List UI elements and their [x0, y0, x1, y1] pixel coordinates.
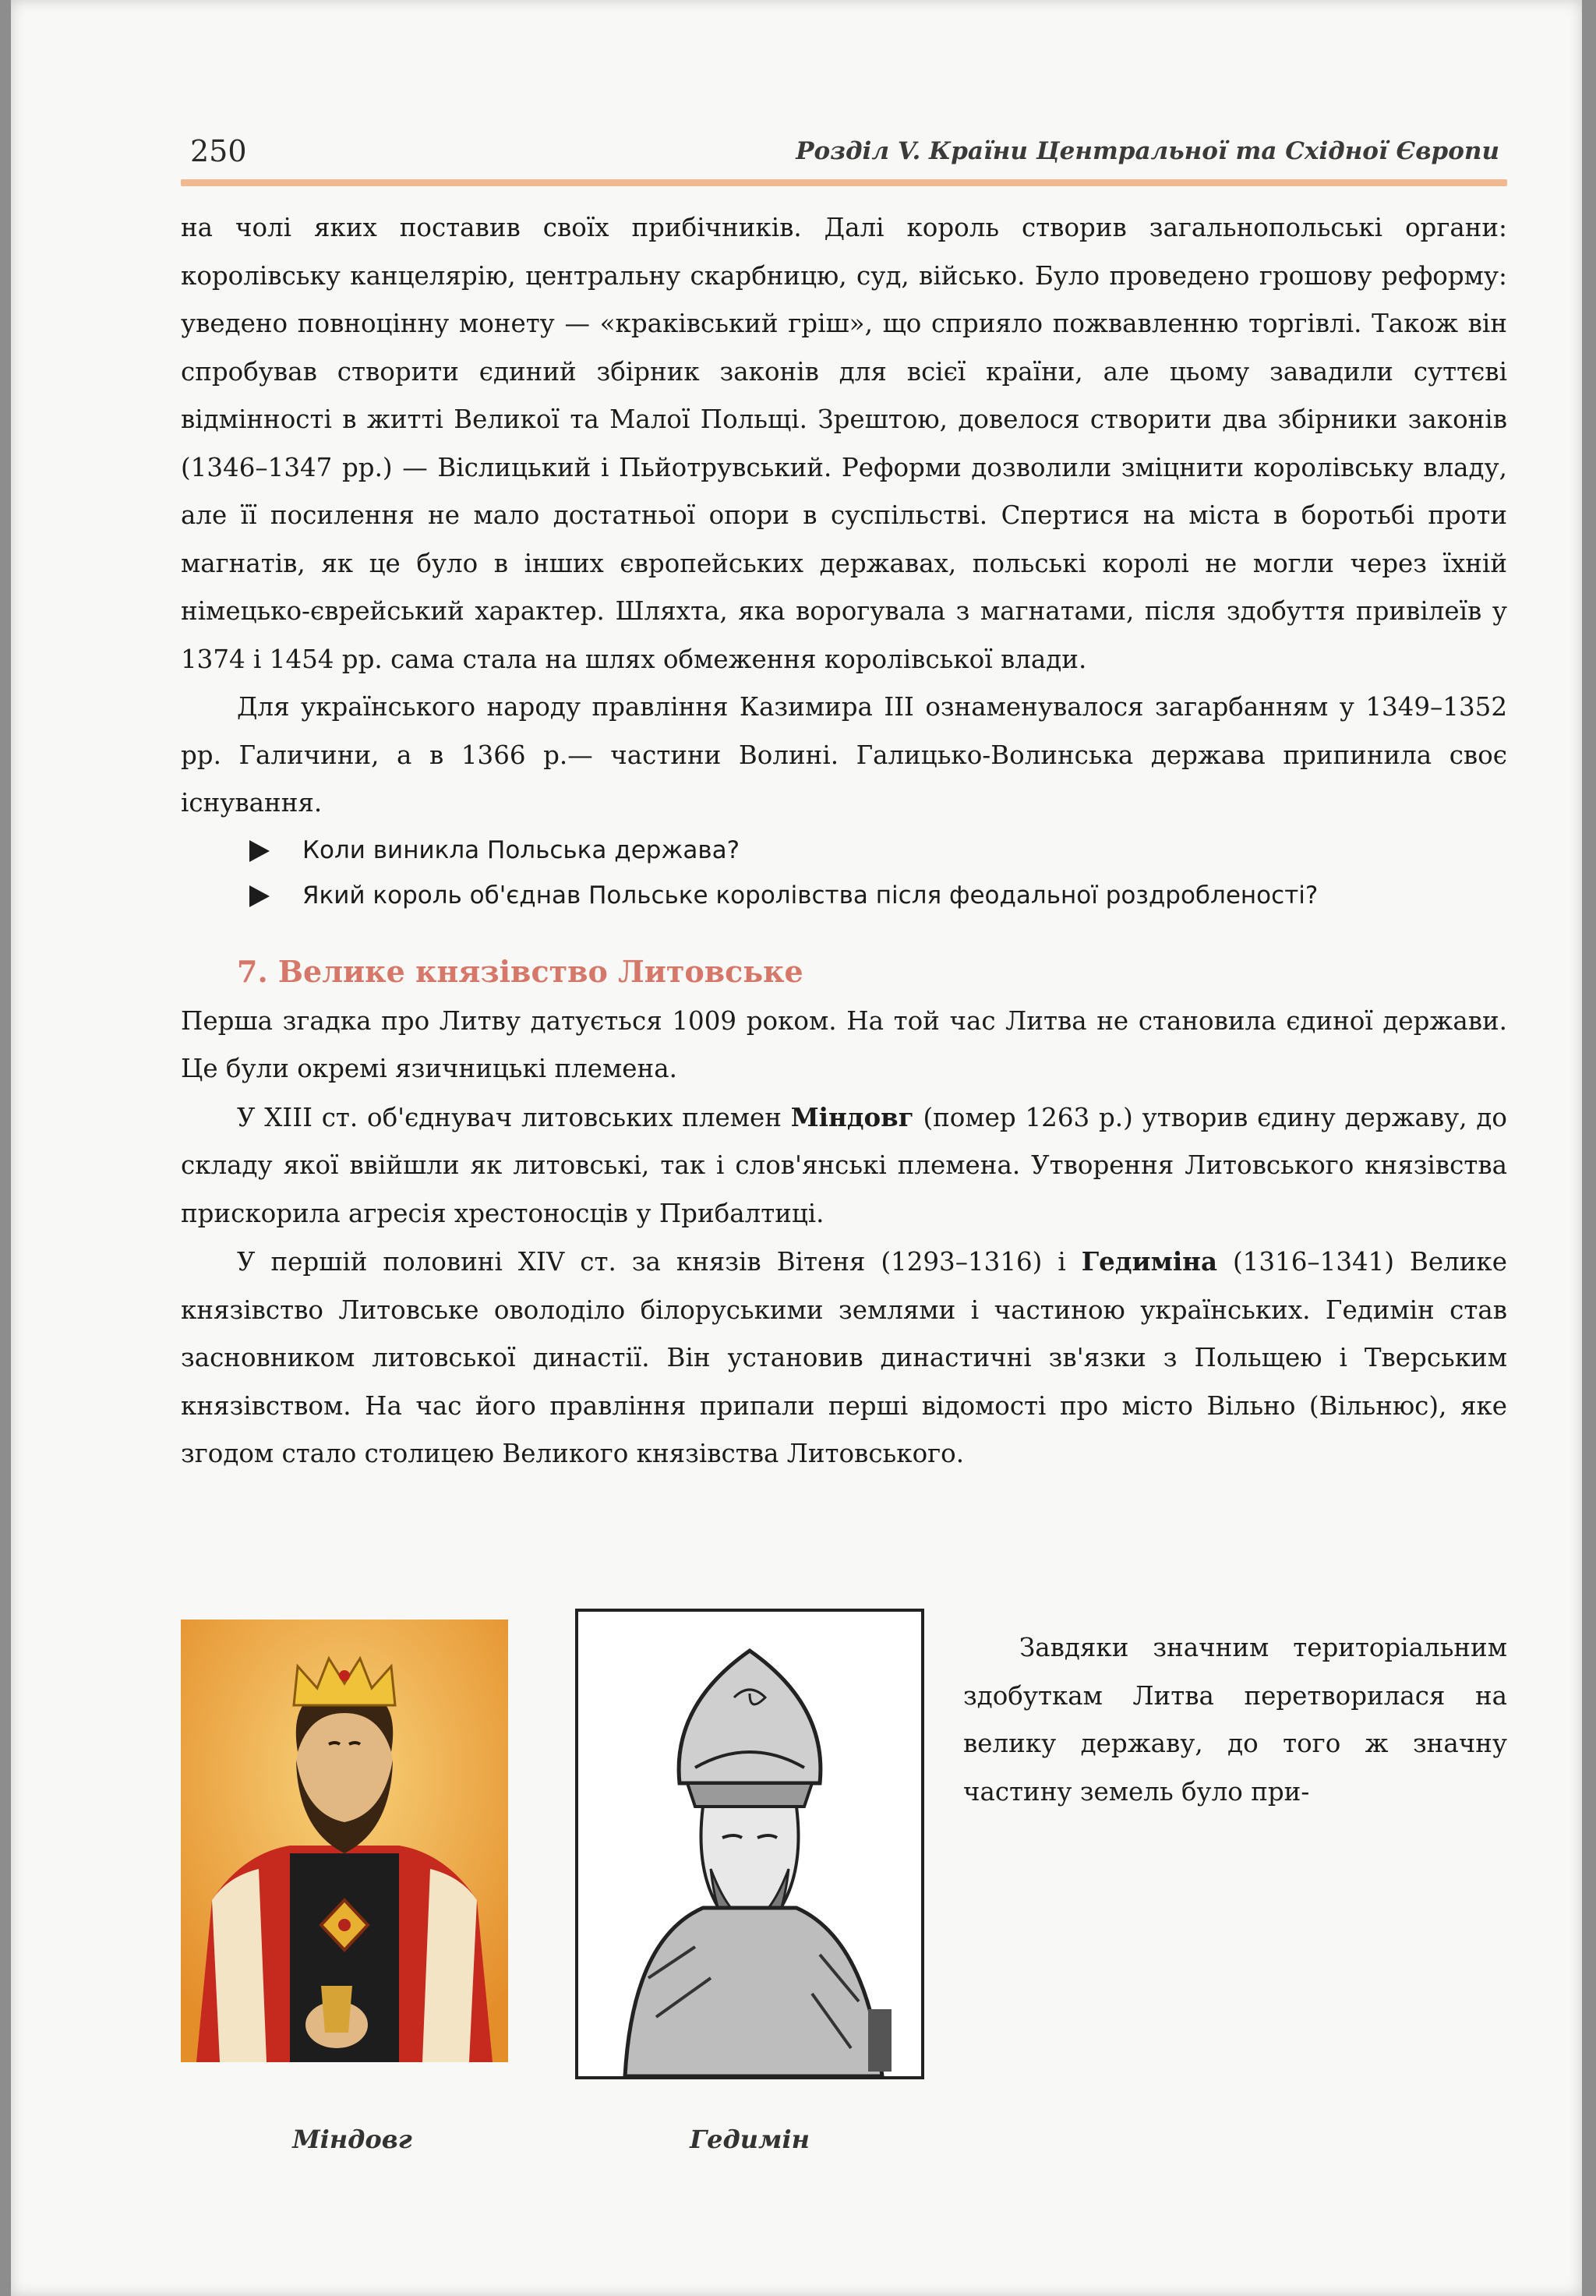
- triangle-bullet-icon: [249, 885, 270, 907]
- paragraph: Перша згадка про Литву датується 1009 роком. На той час Литва не становила єдиної держави. Це були окремі язичницькі племена.: [181, 1005, 1507, 1083]
- text-run: У першій половині XIV ст. за князів Вітеня (1293–1316) і: [237, 1247, 1082, 1277]
- section-heading: 7. Велике князівство Литовське: [237, 953, 803, 989]
- name-mindovg: Міндовг: [790, 1101, 914, 1132]
- paragraph: [181, 1238, 1507, 1478]
- page-number: 250: [190, 134, 247, 168]
- text-run: У XIII ст. об'єднувач литовських племен: [237, 1102, 791, 1132]
- figure-text-block: [181, 1238, 1507, 1478]
- paragraph: Для українського народу правління Казимира III ознаменувалося загарбанням у 1349–1352 рр. Галичини, а в 1366 р.— частини Волині. Галицько-Волинська держава припинила своє існування.: [181, 692, 1507, 818]
- paragraph: на чолі яких поставив своїх прибічників. Далі король створив загальнопольські органи: королівську канцелярію, центральну скарбницю, суд, військо. Було проведено грошову реформу: уведено повноцінну монету — «краківський гріш», що сприяло пожвавленню торгівлі. Також він спробував створити єдиний збірник законів для всієї країни, але цьому завадили суттєві відмінності в житті Великої та Малої Польщі. Зрештою, довелося створити два збірники законів (1346–1347 рр.) — Віслицький і Пьйотрувський. Реформи дозволили зміцнити королівську владу, але її посилення не мало достатньої опори в суспільстві. Спертися на міста в боротьбі проти магнатів, як це було в інших європейських державах, польські королі не могли через їхній німецько-єврейський характер. Шляхта, яка ворогувала з магнатами, після здобуття привілеїв у 1374 і 1454 рр. сама стала на шлях обмеження королівської влади.: [181, 213, 1507, 674]
- gedymin-caption: Гедимін: [690, 2125, 810, 2154]
- question-text: Який король об'єднав Польське королівства після феодальної роздробленості?: [302, 881, 1319, 910]
- name-gedymin: Гедиміна: [1081, 1246, 1218, 1277]
- figures: [181, 1605, 923, 2182]
- question-text: Коли виникла Польська держава?: [302, 835, 740, 864]
- gedymin-portrait: [575, 1609, 924, 2079]
- textbook-page: [11, 0, 1582, 2296]
- mindovg-portrait: [181, 1620, 508, 2062]
- page-body: [181, 204, 1507, 1478]
- right-column-text: [963, 1624, 1507, 1816]
- question-item: [181, 873, 1507, 918]
- text-run: (помер 1263 р.) утворив єдину державу, до складу якої ввійшли як литовські, так і слов'янські племена. Утворення Литовського князівства прискорила агресія хрестоносців у Прибалтиці.: [181, 1102, 1507, 1228]
- header-rule: [181, 179, 1507, 186]
- text-run: (1316–1341) Велике князівство Литовське оволоділо білоруськими землями і частиною українських. Гедимін став засновником литовської династії. Він установив династичні зв'язки з Польщею і Тверським князівством. На час його правління припали перші відомості про місто Вільно (Вільнюс), яке згодом стало столицею Великого князівства Литовського.: [181, 1247, 1507, 1468]
- paragraph: Завдяки значним територіальним здобуткам Литва перетворилася на велику державу, до того ж значну частину земель було при-: [963, 1633, 1507, 1807]
- question-list: [181, 828, 1507, 918]
- question-item: [181, 828, 1507, 873]
- paragraph: [181, 1093, 1507, 1238]
- page-header: [181, 134, 1499, 178]
- mindovg-icon: [181, 1620, 508, 2062]
- triangle-bullet-icon: [249, 840, 270, 862]
- gedymin-icon: [578, 1612, 921, 2076]
- running-head: Розділ V. Країни Центральної та Східної Європи: [796, 137, 1499, 165]
- mindovg-caption: Міндовг: [292, 2125, 412, 2154]
